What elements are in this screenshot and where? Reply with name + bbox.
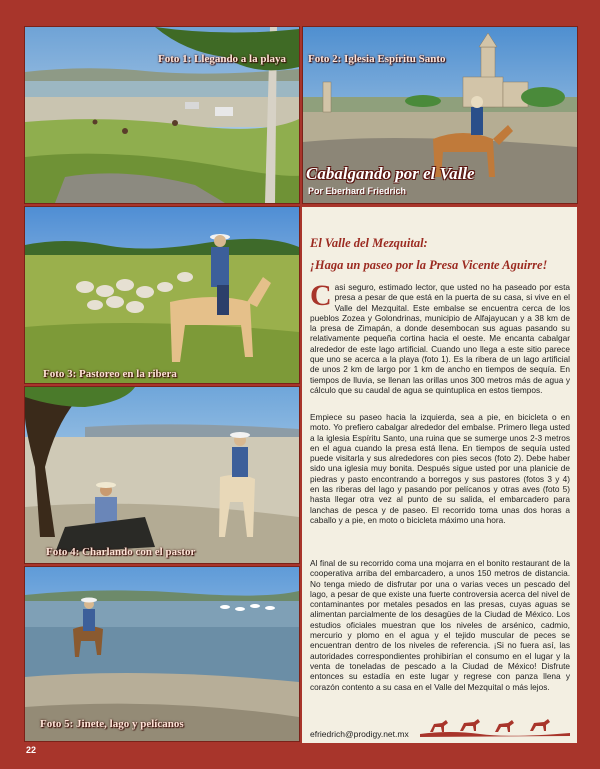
photo-1-caption: Foto 1: Llegando a la playa: [158, 53, 287, 65]
article-title: Cabalgando por el Valle: [306, 164, 475, 183]
photo-3-image: [25, 207, 299, 383]
photo-5-caption: Foto 5: Jinete, lago y pelícanos: [40, 718, 184, 730]
photo-5-image: [25, 567, 299, 741]
photo-5-rider: [24, 566, 300, 742]
drop-cap: C: [310, 279, 332, 312]
photo-4-talking: [24, 386, 300, 564]
article-heading-1: El Valle del Mezquital:: [310, 236, 428, 250]
page-number: 22: [26, 745, 37, 755]
paragraph-1-text: asi seguro, estimado lector, que usted no ha paseado por esta presa a pesar de que está en la puerta de su casa, si vive en el Valle del Mezquital. Este embalse se encuentra cerca de los pueblos Zozea y Golondrinas, municipio de Alfajayucan y a 38 km de la presa de Zimapán, a donde desembocan sus aguas pasando su relativamente pequeña cortina hacia el oeste. Me encanta cabalgar alrededor de este lago artificial. Cuando uno llega a este sitio parece que uno se acerca a la playa (foto 1). Es la ribera de un lago artificial de unos 2 km de largo por 1 km de ancho en tiempos de sequía. En tiempos de lluvia, se llenan las orillas unos 300 metros más de agua y cálculo que su caudal de agua se quintuplica en estos tiempos.: [310, 282, 570, 395]
photo-2-caption: Foto 2: Iglesia Espíritu Santo: [308, 53, 446, 65]
paragraph-1: [310, 279, 570, 395]
paragraph-2: Empiece su paseo hacia la izquierda, sea a pie, en bicicleta o en moto. Yo prefiero cabalgar alrededor del embalse. Primero llega usted a la iglesia Espíritu Santo, una ruina que se sumerge unos 2-3 metros en el agua cuando la presa está llena. En tiempos de sequía usted puede visitarla y sus alrededores con pies secos (foto 2). Debe haber sido una iglesia muy bonita. Después sigue usted por una planicie de piedras y pasto encontrando a borregos y sus pastores (fotos 3 y 4) en las riberas del lago y pasando por pelícanos y otras aves (foto 5) hasta llegar otra vez al punto de su salida, el embarcadero para lanchas de pesca y de paseo. El recorrido toma unas dos horas a caballo y a pie, en moto o bicicleta máximo una hora.: [310, 412, 570, 525]
photo-4-caption: Foto 4: Charlando con el pastor: [46, 546, 196, 558]
photo-4-image: [25, 387, 299, 563]
paragraph-3: Al final de su recorrido coma una mojarra en el bonito restaurant de la cooperativa arriba del embarcadero, a unos 150 metros de distancia. No tenga miedo de disfrutar por una o varias veces un pescado del lago, a pesar de que existe una fuerte controversia acerca del nivel de contaminantes por metales pesados en las presas, cuyas aguas se alimentan parcialmente de los desagües de la Ciudad de México. Los estudios oficiales muestran que los niveles de arsénico, cadmio, mercurio y plomo en el agua y el tejido muscular de peces se encuentran dentro de los niveles de referencia. ¡Si no fuera así, las autoridades correspondientes prohibirían el consumo en el lugar y la venta de toneladas de pescado a la Ciudad de México! Disfrute entonces su estadía en este lugar y regrese con panza llena y corazón contento a su casa en el Valle del Mezquital o más lejos.: [310, 558, 570, 692]
author-email: efriedrich@prodigy.net.mx: [310, 729, 409, 739]
article-byline: Por Eberhard Friedrich: [308, 186, 407, 196]
article-heading-2: ¡Haga un paseo por la Presa Vicente Aguirre!: [310, 258, 548, 272]
horses-ornament-bottom: [420, 716, 570, 738]
photo-3-herding: [24, 206, 300, 384]
photo-3-caption: Foto 3: Pastoreo en la ribera: [43, 368, 177, 380]
